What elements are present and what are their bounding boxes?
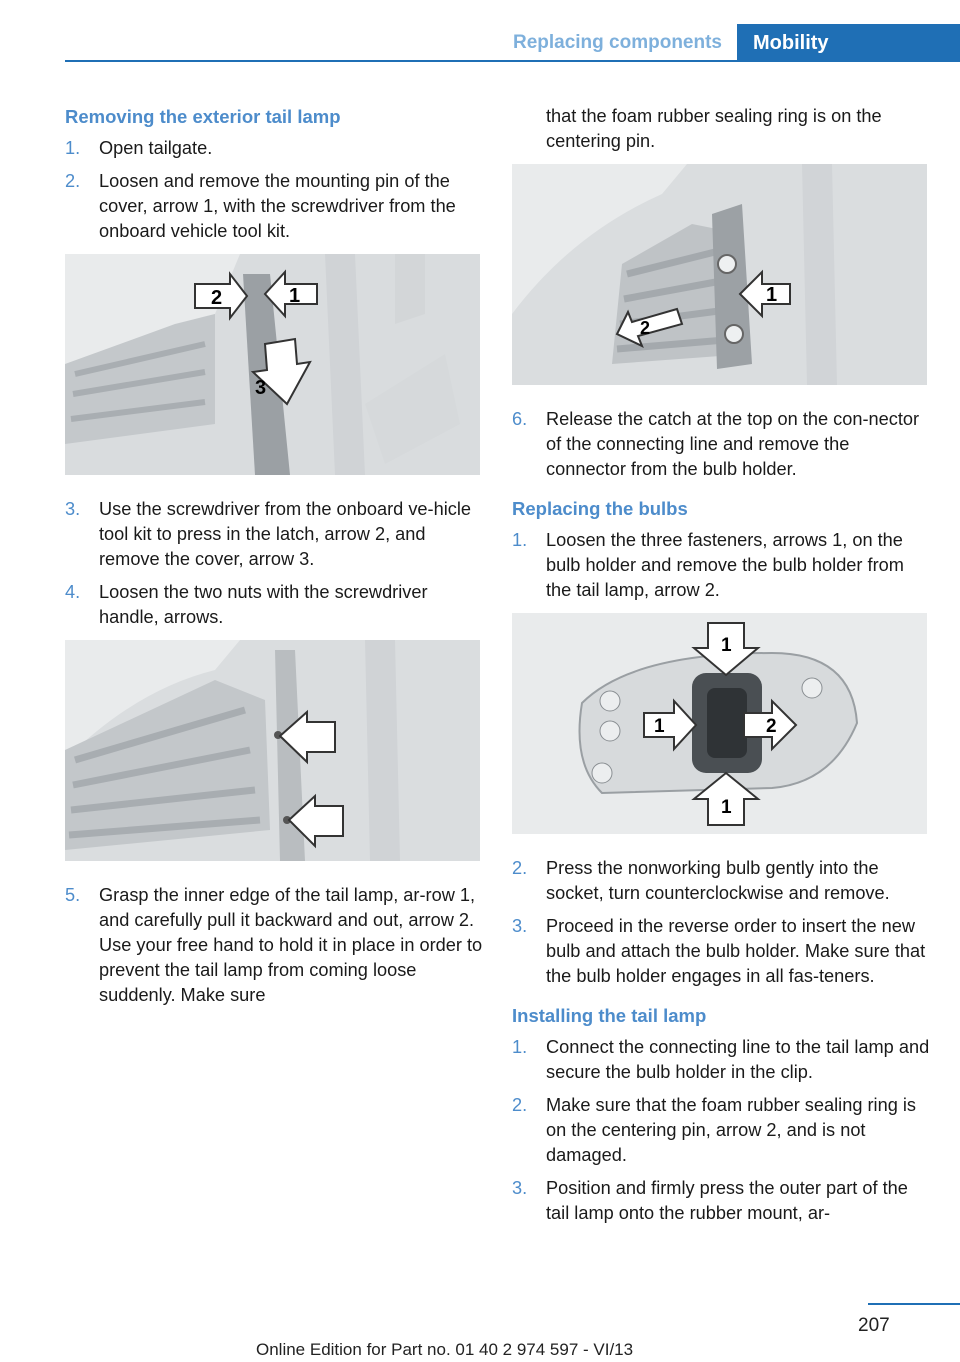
step-text: Release the catch at the top on the con‐nector of the connecting line and remove the connector from the bulb holder. bbox=[546, 409, 920, 479]
figure-label: 1 bbox=[654, 716, 665, 737]
step-number: 2. bbox=[65, 171, 81, 191]
figure-label: 3 bbox=[255, 377, 267, 399]
list-item bbox=[512, 407, 930, 482]
list-item bbox=[65, 136, 483, 161]
figure-tail-lamp-pull bbox=[512, 164, 927, 385]
figure-nut-removal bbox=[65, 640, 480, 861]
footer-edition: Online Edition for Part no. 01 40 2 974 597 - VI/13 bbox=[256, 1340, 634, 1359]
step-number: 5. bbox=[65, 885, 81, 905]
figure-bulb-holder-illustration bbox=[512, 613, 927, 834]
step-text: Proceed in the reverse order to insert the new bulb and attach the bulb holder. Make sure that the bulb holder engages in all fas‐teners. bbox=[546, 916, 926, 986]
step-text: Press the nonworking bulb gently into the socket, turn counterclockwise and remove. bbox=[546, 858, 890, 903]
step-text: Use the screwdriver from the onboard ve‐hicle tool kit to press in the latch, arrow 2, and remove the cover, arrow 3. bbox=[99, 499, 471, 569]
steps-list bbox=[65, 497, 483, 630]
list-item bbox=[512, 856, 930, 906]
figure-label: 2 bbox=[211, 287, 223, 309]
steps-list bbox=[512, 856, 930, 989]
step-number: 1. bbox=[512, 1037, 528, 1057]
step-number: 4. bbox=[65, 582, 81, 602]
steps-list bbox=[65, 883, 483, 1008]
list-item bbox=[65, 497, 483, 572]
figure-bulb-holder bbox=[512, 613, 927, 834]
continued-text: that the foam rubber sealing ring is on the centering pin. bbox=[546, 106, 882, 151]
steps-list bbox=[65, 136, 483, 244]
section-heading-bulbs: Replacing the bulbs bbox=[512, 498, 688, 519]
list-item bbox=[512, 528, 930, 603]
section-heading-installing: Installing the tail lamp bbox=[512, 1005, 707, 1026]
figure-label: 1 bbox=[721, 635, 732, 656]
list-item bbox=[65, 883, 483, 1008]
list-item bbox=[65, 580, 483, 630]
step-text: Connect the connecting line to the tail lamp and secure the bulb holder in the clip. bbox=[546, 1037, 930, 1082]
step-text: Open tailgate. bbox=[99, 138, 213, 158]
figure-label: 2 bbox=[640, 318, 651, 338]
left-column bbox=[65, 104, 483, 1018]
step-number: 2. bbox=[512, 1095, 528, 1115]
figure-tail-lamp-pull-illustration bbox=[512, 164, 927, 385]
list-item bbox=[512, 1176, 930, 1226]
step-number: 1. bbox=[65, 138, 81, 158]
figure-label: 2 bbox=[766, 716, 777, 737]
steps-list bbox=[512, 1035, 930, 1226]
header-rule bbox=[65, 60, 960, 62]
step-text: Loosen and remove the mounting pin of the cover, arrow 1, with the screwdriver from the onboard vehicle tool kit. bbox=[99, 171, 456, 241]
right-column bbox=[512, 104, 930, 1236]
list-item bbox=[512, 1093, 930, 1168]
figure-label: 1 bbox=[766, 284, 778, 306]
step-number: 6. bbox=[512, 409, 528, 429]
figure-cover-removal bbox=[65, 254, 480, 475]
step-number: 1. bbox=[512, 530, 528, 550]
step-number: 2. bbox=[512, 858, 528, 878]
step-text: Make sure that the foam rubber sealing ring is on the centering pin, arrow 2, and is not damaged. bbox=[546, 1095, 917, 1165]
list-item bbox=[65, 169, 483, 244]
step-text: Loosen the two nuts with the screwdriver handle, arrows. bbox=[99, 582, 428, 627]
page-number: 207 bbox=[858, 1315, 890, 1336]
step-text: Grasp the inner edge of the tail lamp, ar‐row 1, and carefully pull it backward and out, arrow 2. Use your free hand to hold it in place in order to prevent the tail lamp from coming loose suddenly. Make sure bbox=[99, 885, 483, 1005]
header-chapter-tab: Mobility bbox=[737, 24, 960, 62]
step-number: 3. bbox=[512, 916, 528, 936]
footer-rule bbox=[868, 1303, 960, 1305]
figure-nut-removal-illustration bbox=[65, 640, 480, 861]
step-text: Loosen the three fasteners, arrows 1, on the bulb holder and remove the bulb holder from the tail lamp, arrow 2. bbox=[546, 530, 904, 600]
figure-label: 1 bbox=[289, 285, 301, 307]
header-section-title: Replacing components bbox=[512, 32, 722, 53]
step-text: Position and firmly press the outer part of the tail lamp onto the rubber mount, ar‐ bbox=[546, 1178, 908, 1223]
step-number: 3. bbox=[65, 499, 81, 519]
section-heading-removing: Removing the exterior tail lamp bbox=[65, 106, 341, 127]
figure-label: 1 bbox=[721, 797, 732, 818]
steps-list bbox=[512, 528, 930, 603]
list-item bbox=[512, 1035, 930, 1085]
steps-list bbox=[512, 407, 930, 482]
figure-cover-removal-illustration bbox=[65, 254, 480, 475]
step-number: 3. bbox=[512, 1178, 528, 1198]
list-item bbox=[512, 914, 930, 989]
